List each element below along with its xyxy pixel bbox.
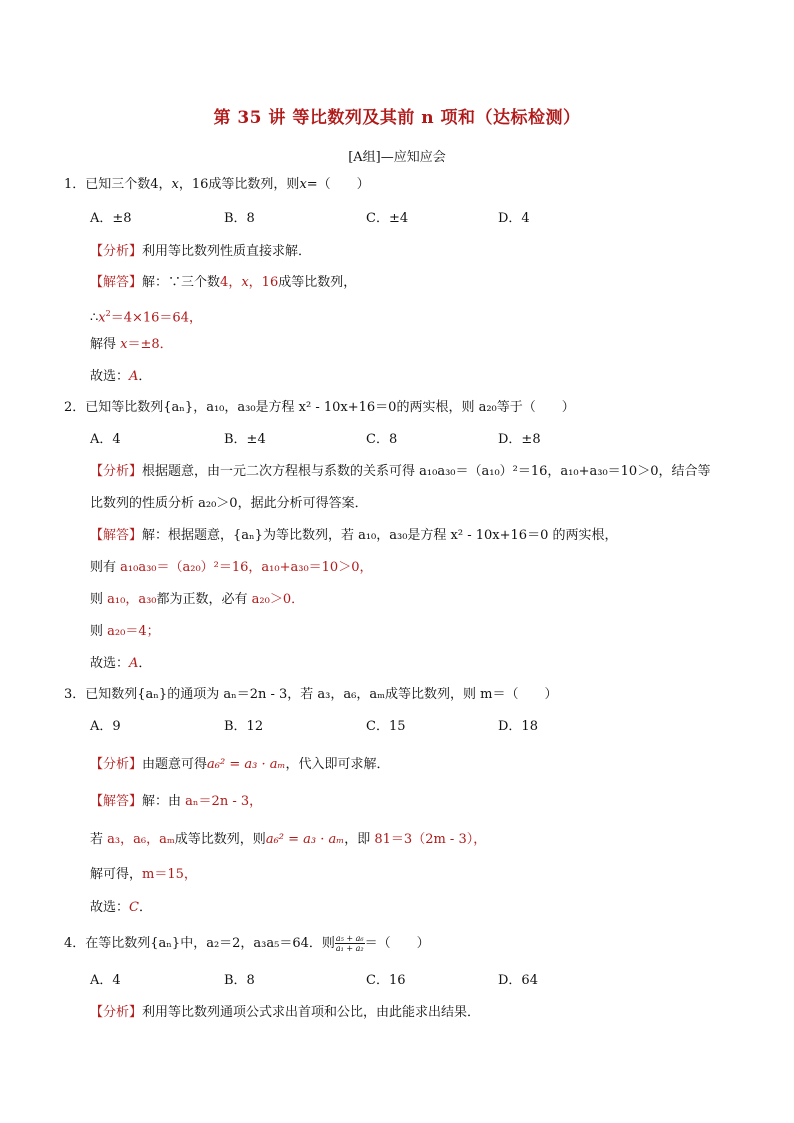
q2-solution-line-3: 则 a₁₀，a₃₀都为正数，必有 a₂₀＞0． bbox=[90, 592, 305, 607]
group-heading: [A组]—应知应会 bbox=[348, 150, 446, 165]
question-2-stem: 2．已知等比数列{aₙ}，a₁₀，a₃₀是方程 x² - 10x+16＝0的两实根，则 a₂₀等于（ ） bbox=[64, 400, 575, 415]
q1-analysis: 【分析】利用等比数列性质直接求解． bbox=[90, 244, 312, 259]
q3-answer: 故选：C． bbox=[90, 900, 152, 915]
q3-option-c: C．15 bbox=[366, 719, 406, 734]
q1-option-b: B．8 bbox=[224, 211, 255, 226]
q2-option-c: C．8 bbox=[366, 432, 398, 447]
q4-option-a: A．4 bbox=[90, 973, 121, 988]
q2-option-b: B．±4 bbox=[224, 432, 266, 447]
q3-solution-line-2: 若 a₃，a₆，aₘ成等比数列，则a₆² = a₃ · aₘ，即 81＝3（2m - 3）， bbox=[90, 832, 487, 847]
q4-option-d: D．64 bbox=[498, 973, 538, 988]
q1-solution-line-3: 解得 x＝±8． bbox=[90, 337, 173, 352]
q4-option-c: C．16 bbox=[366, 973, 406, 988]
formula: a₆² = a₃ · aₘ bbox=[265, 832, 345, 847]
q2-solution-line-1: 【解答】解：根据题意，{aₙ}为等比数列，若 a₁₀，a₃₀是方程 x² - 10x+16＝0 的两实根， bbox=[90, 528, 618, 543]
q2-analysis-line-2: 比数列的性质分析 a₂₀＞0，据此分析可得答案． bbox=[90, 496, 368, 511]
formula: a₆² = a₃ · aₘ bbox=[207, 757, 286, 772]
fraction: $\frac{\text{a₅ + a₆}}{\text{a₁ + a₂}}$ bbox=[335, 934, 364, 953]
question-4-stem: 4．在等比数列{aₙ}中，a₂＝2，a₃a₅＝64．则 $\frac{\text{a₅ + a₆}}{\text{a₁ + a₂}}$ ＝（ ） bbox=[64, 934, 430, 953]
q1-answer: 故选：A． bbox=[90, 369, 152, 384]
q3-solution-line-1: 【解答】解：由 aₙ＝2n - 3， bbox=[90, 794, 263, 809]
q1-solution-line-1: 【解答】解：∵三个数4，x，16成等比数列， bbox=[90, 275, 357, 290]
q3-analysis: 【分析】由题意可得a₆² = a₃ · aₘ，代入即可求解． bbox=[90, 757, 390, 772]
q3-solution-line-3: 解可得，m＝15， bbox=[90, 867, 197, 882]
q1-option-d: D．4 bbox=[498, 211, 530, 226]
q1-option-a: A．±8 bbox=[90, 211, 132, 226]
question-1-stem: 1．已知三个数4，x，16成等比数列，则x=（ ） bbox=[64, 177, 370, 192]
q3-option-b: B．12 bbox=[224, 719, 264, 734]
page-title: 第 35 讲 等比数列及其前 n 项和（达标检测） bbox=[213, 108, 581, 128]
q3-option-a: A．9 bbox=[90, 719, 121, 734]
q2-analysis-line-1: 【分析】根据题意，由一元二次方程根与系数的关系可得 a₁₀a₃₀＝（a₁₀）²＝16，a₁₀+a₃₀＝10＞0，结合等 bbox=[90, 464, 711, 479]
q1-option-c: C．±4 bbox=[366, 211, 409, 226]
q2-option-d: D．±8 bbox=[498, 432, 541, 447]
q4-option-b: B．8 bbox=[224, 973, 255, 988]
q2-option-a: A．4 bbox=[90, 432, 121, 447]
q2-answer: 故选：A． bbox=[90, 656, 152, 671]
q3-option-d: D．18 bbox=[498, 719, 538, 734]
q2-solution-line-2: 则有 a₁₀a₃₀＝（a₂₀）²＝16，a₁₀+a₃₀＝10＞0， bbox=[90, 560, 373, 575]
q2-solution-line-4: 则 a₂₀＝4； bbox=[90, 624, 160, 639]
question-3-stem: 3．已知数列{aₙ}的通项为 aₙ＝2n - 3，若 a₃，a₆，aₘ成等比数列，则 m＝（ ） bbox=[64, 687, 558, 702]
q4-analysis: 【分析】利用等比数列通项公式求出首项和公比，由此能求出结果． bbox=[90, 1005, 481, 1020]
q1-solution-line-2: $\therefore x^2=4\times 16=64$， bbox=[90, 309, 202, 326]
